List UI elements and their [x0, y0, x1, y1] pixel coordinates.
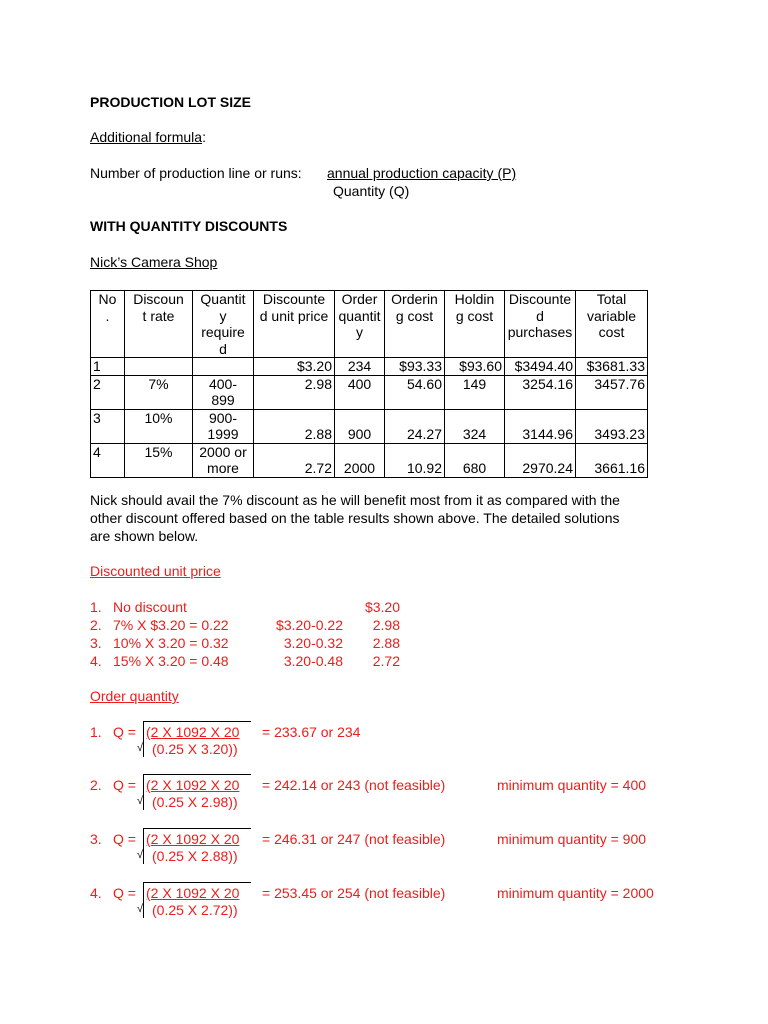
- item-result: $3.20: [364, 599, 400, 615]
- item-text: 15% X 3.20 = 0.48: [113, 653, 229, 669]
- item-number: 3.: [90, 635, 102, 651]
- cell-purchases: 3254.16: [505, 375, 576, 409]
- table-row: [91, 409, 648, 443]
- cell-purchases: 3144.96: [505, 409, 576, 443]
- header-total-variable-cost: Total variable cost: [576, 291, 648, 358]
- runs-denominator: Quantity (Q): [333, 183, 410, 199]
- item-result: 2.72: [372, 653, 400, 669]
- cell-qty: 900- 1999: [193, 409, 254, 443]
- order-formula: [90, 828, 690, 868]
- cell-purchases: 2970.24: [505, 443, 576, 477]
- cell-order: 400: [335, 375, 385, 409]
- cell-price: 2.72: [254, 443, 335, 477]
- item-calc: $3.20-0.22: [276, 617, 343, 633]
- cell-holding: $93.60: [445, 358, 505, 376]
- formula-numerator: (2 X 1092 X 20: [146, 777, 240, 793]
- runs-numerator: annual production capacity (P): [327, 165, 517, 181]
- cell-holding: 680: [445, 443, 505, 477]
- order-quantity-heading: Order quantity: [90, 688, 179, 704]
- cell-qty: 400- 899: [193, 375, 254, 409]
- item-number: 4.: [90, 653, 102, 669]
- item-calc: 3.20-0.32: [283, 635, 343, 651]
- formula-number: 3.: [90, 831, 102, 847]
- paragraph-line: other discount offered based on the table results shown above. The detailed solutions: [90, 510, 620, 526]
- sqrt-sign: [143, 721, 144, 757]
- item-number: 2.: [90, 617, 102, 633]
- formula-q: Q =: [113, 777, 136, 793]
- radical-hook-icon: √: [137, 742, 144, 754]
- header-discount-rate: Discoun t rate: [125, 291, 193, 358]
- section-title: WITH QUANTITY DISCOUNTS: [90, 218, 288, 234]
- cell-total: $3681.33: [576, 358, 648, 376]
- formula-note: minimum quantity = 900: [497, 831, 647, 847]
- item-text: 7% X $3.20 = 0.22: [113, 617, 229, 633]
- list-item: [90, 616, 420, 634]
- cell-ordering: 10.92: [385, 443, 445, 477]
- formula-result: = 253.45 or 254 (not feasible): [262, 885, 446, 901]
- formula-numerator: (2 X 1092 X 20: [146, 831, 240, 847]
- formula-q: Q =: [113, 831, 136, 847]
- item-result: 2.88: [372, 635, 400, 651]
- sqrt-vinculum: [143, 774, 251, 775]
- cell-total: 3493.23: [576, 409, 648, 443]
- cell-total: 3661.16: [576, 443, 648, 477]
- cell-qty: [193, 358, 254, 376]
- additional-formula-heading: [90, 129, 206, 146]
- cell-order: 2000: [335, 443, 385, 477]
- cell-price: 2.88: [254, 409, 335, 443]
- list-item: [90, 634, 420, 652]
- formula-result: = 233.67 or 234: [262, 724, 361, 740]
- header-no: No .: [91, 291, 125, 358]
- formula-result: = 242.14 or 243 (not feasible): [262, 777, 446, 793]
- header-discounted-purchases: Discounte d purchases: [505, 291, 576, 358]
- cell-ordering: 54.60: [385, 375, 445, 409]
- runs-label: Number of production line or runs:: [90, 165, 302, 181]
- order-formula: [90, 774, 690, 814]
- header-discounted-unit-price: Discounte d unit price: [254, 291, 335, 358]
- additional-formula-colon: :: [202, 129, 206, 145]
- item-result: 2.98: [372, 617, 400, 633]
- cell-price: $3.20: [254, 358, 335, 376]
- cell-ordering: 24.27: [385, 409, 445, 443]
- cell-holding: 149: [445, 375, 505, 409]
- formula-note: minimum quantity = 2000: [497, 885, 654, 901]
- radical-hook-icon: √: [137, 903, 144, 915]
- cell-qty: 2000 or more: [193, 443, 254, 477]
- cell-price: 2.98: [254, 375, 335, 409]
- item-calc: 3.20-0.48: [283, 653, 343, 669]
- sqrt-sign: [143, 774, 144, 810]
- header-order-quantity: Order quantit y: [335, 291, 385, 358]
- formula-denominator: (0.25 X 2.98)): [152, 794, 238, 810]
- table-row: [91, 375, 648, 409]
- header-holding-cost: Holdin g cost: [445, 291, 505, 358]
- cell-rate: [125, 358, 193, 376]
- discount-table: [90, 290, 648, 478]
- item-number: 1.: [90, 599, 102, 615]
- item-text: 10% X 3.20 = 0.32: [113, 635, 229, 651]
- formula-number: 2.: [90, 777, 102, 793]
- cell-rate: 15%: [125, 443, 193, 477]
- header-ordering-cost: Orderin g cost: [385, 291, 445, 358]
- formula-numerator: (2 X 1092 X 20: [146, 885, 240, 901]
- cell-purchases: $3494.40: [505, 358, 576, 376]
- table-header-row: [91, 291, 648, 358]
- table-row: [91, 443, 648, 477]
- formula-number: 4.: [90, 885, 102, 901]
- cell-holding: 324: [445, 409, 505, 443]
- order-formula: [90, 882, 690, 922]
- formula-result: = 246.31 or 247 (not feasible): [262, 831, 446, 847]
- cell-rate: 7%: [125, 375, 193, 409]
- shop-name: Nick’s Camera Shop: [90, 254, 218, 270]
- formula-q: Q =: [113, 724, 136, 740]
- cell-order: 234: [335, 358, 385, 376]
- sqrt-sign: [143, 882, 144, 918]
- sqrt-vinculum: [143, 882, 251, 883]
- formula-note: minimum quantity = 400: [497, 777, 647, 793]
- page-title: PRODUCTION LOT SIZE: [90, 94, 251, 110]
- formula-denominator: (0.25 X 3.20)): [152, 741, 238, 757]
- item-text: No discount: [113, 599, 187, 615]
- formula-number: 1.: [90, 724, 102, 740]
- list-item: [90, 652, 420, 670]
- cell-total: 3457.76: [576, 375, 648, 409]
- cell-order: 900: [335, 409, 385, 443]
- formula-q: Q =: [113, 885, 136, 901]
- sqrt-sign: [143, 828, 144, 864]
- sqrt-vinculum: [143, 828, 251, 829]
- formula-numerator: (2 X 1092 X 20: [146, 724, 240, 740]
- additional-formula-label: Additional formula: [90, 129, 203, 145]
- paragraph-line: Nick should avail the 7% discount as he will benefit most from it as compared with the: [90, 492, 620, 508]
- discounted-unit-price-heading: Discounted unit price: [90, 563, 221, 579]
- formula-denominator: (0.25 X 2.72)): [152, 902, 238, 918]
- cell-no: 3: [91, 409, 125, 443]
- cell-no: 2: [91, 375, 125, 409]
- discount-list: [90, 598, 420, 670]
- header-quantity-required: Quantit y require d: [193, 291, 254, 358]
- cell-ordering: $93.33: [385, 358, 445, 376]
- order-formula: [90, 721, 690, 761]
- list-item: [90, 598, 420, 616]
- radical-hook-icon: √: [137, 849, 144, 861]
- radical-hook-icon: √: [137, 795, 144, 807]
- cell-no: 1: [91, 358, 125, 376]
- conclusion-paragraph: [90, 491, 620, 545]
- cell-rate: 10%: [125, 409, 193, 443]
- formula-denominator: (0.25 X 2.88)): [152, 848, 238, 864]
- sqrt-vinculum: [143, 721, 251, 722]
- table-row: [91, 358, 648, 376]
- cell-no: 4: [91, 443, 125, 477]
- paragraph-line: are shown below.: [90, 528, 199, 544]
